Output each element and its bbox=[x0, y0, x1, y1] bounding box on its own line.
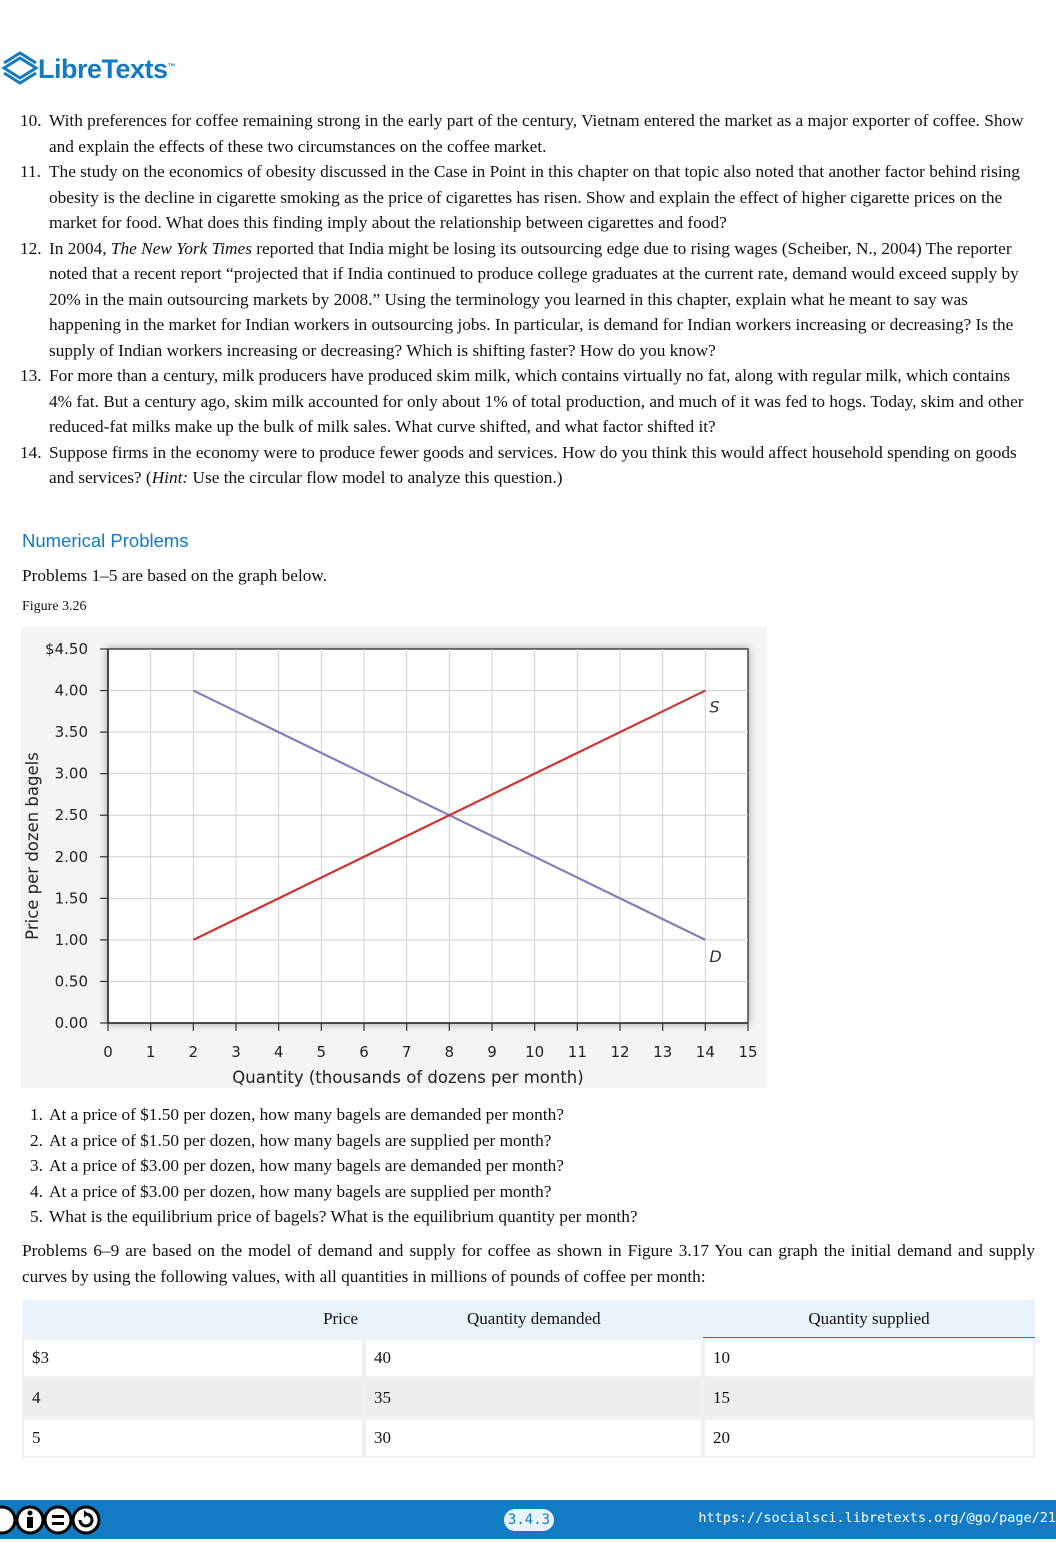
problem-item: 3. At a price of $3.00 per dozen, how many bagels are demanded per month? bbox=[30, 1156, 564, 1176]
y-tick-label: 0.00 bbox=[54, 1014, 88, 1032]
y-tick-label: 3.50 bbox=[54, 723, 88, 742]
exercise-list bbox=[20, 108, 1035, 491]
coffee-data-table bbox=[22, 1300, 1035, 1458]
table-cell: $3 bbox=[22, 1338, 364, 1378]
cc-license-badge[interactable] bbox=[0, 1504, 110, 1541]
exercise-item: 12. In 2004, The New York Times reported that India might be losing its outsourcing edge due to rising wages (Scheiber, N., 2004) The reporter noted that a recent report “projected that if India continued to produce college graduates at the current rate, demand would exceed supply by 20% in the main outsourcing markets by 2008.” Using the terminology you learned in this chapter, explain what he meant to say was happening in the market for Indian workers in outsourcing jobs. In particular, is demand for Indian workers increasing or decreasing? Is the supply of Indian workers increasing or decreasing? Which is shifting faster? How do you know? bbox=[20, 238, 1019, 360]
x-tick-label: 3 bbox=[231, 1043, 241, 1061]
exercise-item: 11. The study on the economics of obesity discussed in the Case in Point in this chapter on that topic also noted that another factor behind rising obesity is the decline in cigarette smoking as the price of cigarettes has risen. Show and explain the effect of higher cigarette prices on the market for food. What does this finding imply about the relationship between cigarettes and food? bbox=[20, 162, 1020, 232]
libretexts-logo-icon bbox=[0, 40, 40, 96]
y-axis-title: Price per dozen bagels bbox=[23, 752, 42, 940]
bagel-market-chart bbox=[21, 627, 767, 1088]
problem-item: 4. At a price of $3.00 per dozen, how many bagels are supplied per month? bbox=[30, 1181, 552, 1201]
x-tick-label: 11 bbox=[567, 1043, 587, 1061]
table-header-row bbox=[22, 1300, 1035, 1338]
x-tick-label: 0 bbox=[103, 1043, 113, 1061]
table-header-demanded: Quantity demanded bbox=[364, 1300, 703, 1338]
problem-item: 1. At a price of $1.50 per dozen, how many bagels are demanded per month? bbox=[30, 1105, 564, 1124]
table-cell: 30 bbox=[364, 1418, 703, 1458]
table-cell: 35 bbox=[364, 1378, 703, 1418]
series-label-d: D bbox=[709, 946, 722, 966]
plot-area bbox=[108, 649, 748, 1023]
y-tick-label: $4.50 bbox=[45, 640, 88, 658]
x-tick-label: 9 bbox=[487, 1043, 497, 1061]
exercise-item: 14. Suppose firms in the economy were to produce fewer goods and services. How do you think this would affect household spending on goods and services? (Hint: Use the circular flow model to analyze this question.) bbox=[20, 442, 1017, 487]
x-tick-label: 2 bbox=[188, 1043, 199, 1061]
table-cell: 4 bbox=[22, 1378, 364, 1418]
y-tick-label: 2.00 bbox=[54, 847, 88, 866]
x-tick-label: 10 bbox=[525, 1043, 545, 1061]
chart-svg bbox=[21, 627, 767, 1088]
table-cell: 20 bbox=[703, 1418, 1035, 1458]
x-tick-label: 13 bbox=[653, 1043, 673, 1061]
table-cell: 40 bbox=[364, 1338, 703, 1378]
exercise-item: 13. For more than a century, milk producers have produced skim milk, which contains virtually no fat, along with regular milk, which contains 4% fat. But a century ago, skim milk accounted for only about 1% of total production, and much of it was fed to hogs. Today, skim and other reduced-fat milks make up the bulk of milk sales. What curve shifted, and what factor shifted it? bbox=[20, 366, 1024, 436]
y-tick-label: 4.00 bbox=[54, 681, 88, 700]
table-row bbox=[22, 1418, 1035, 1458]
numerical-problem-list bbox=[22, 1102, 1022, 1230]
section-heading: Numerical Problems bbox=[22, 530, 189, 551]
x-tick-label: 1 bbox=[145, 1043, 156, 1061]
footer-url-link[interactable]: https://socialsci.libretexts.org/@go/page/21 bbox=[698, 1510, 1056, 1526]
table-cell: 15 bbox=[703, 1378, 1035, 1418]
page-number-badge: 3.4.3 bbox=[504, 1509, 554, 1531]
y-tick-label: 2.50 bbox=[54, 806, 88, 825]
x-tick-label: 8 bbox=[444, 1043, 455, 1061]
x-tick-label: 6 bbox=[359, 1043, 369, 1061]
page-footer bbox=[0, 1500, 1056, 1539]
table-cell: 5 bbox=[22, 1418, 364, 1458]
y-tick-label: 1.00 bbox=[54, 930, 88, 949]
table-row bbox=[22, 1338, 1035, 1378]
coffee-intro-paragraph: Problems 6–9 are based on the model of demand and supply for coffee as shown in Figure 3.17 You can graph the initial demand and supply curves by using the following values, with all quantities in millions of pounds of coffee per month: bbox=[22, 1241, 1035, 1286]
x-tick-label: 12 bbox=[610, 1043, 630, 1061]
table-header-price: Price bbox=[22, 1300, 364, 1338]
y-tick-label: 3.00 bbox=[54, 764, 88, 783]
problem-item: 5. What is the equilibrium price of bagels? What is the equilibrium quantity per month? bbox=[30, 1207, 638, 1227]
table-header-supplied: Quantity supplied bbox=[703, 1300, 1035, 1338]
x-tick-label: 14 bbox=[695, 1043, 715, 1061]
x-tick-label: 4 bbox=[273, 1043, 284, 1061]
table-row bbox=[22, 1378, 1035, 1418]
x-axis-title: Quantity (thousands of dozens per month) bbox=[232, 1068, 584, 1087]
x-tick-label: 15 bbox=[738, 1043, 758, 1061]
logo-wordmark: LibreTexts™ bbox=[38, 54, 176, 84]
y-tick-label: 1.50 bbox=[54, 889, 88, 908]
y-tick-label: 0.50 bbox=[54, 972, 88, 991]
intro-paragraph: Problems 1–5 are based on the graph below. bbox=[22, 566, 328, 585]
figure-caption: Figure 3.26 bbox=[22, 599, 87, 614]
x-tick-label: 5 bbox=[316, 1043, 327, 1061]
series-label-s: S bbox=[709, 697, 720, 717]
exercise-item: 10. With preferences for coffee remaining strong in the early part of the century, Vietnam entered the market as a major exporter of coffee. Show and explain the effects of these two circumstances on the coffee market. bbox=[20, 111, 1024, 156]
x-tick-label: 7 bbox=[401, 1043, 412, 1061]
cc-license-icon bbox=[0, 1504, 110, 1536]
table-cell: 10 bbox=[703, 1338, 1035, 1378]
problem-item: 2. At a price of $1.50 per dozen, how many bagels are supplied per month? bbox=[30, 1130, 552, 1150]
